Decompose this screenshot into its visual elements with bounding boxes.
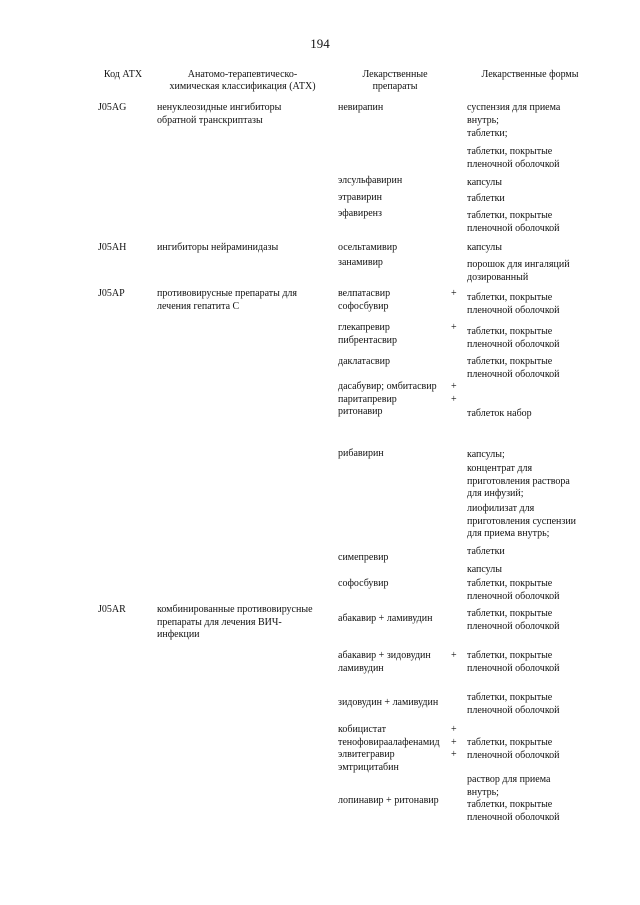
drug-name: дасабувир; омбитасвир [338, 381, 437, 392]
classification-text: инфекции [157, 629, 200, 640]
dosage-form: капсулы [467, 242, 502, 253]
dosage-form: таблетки [467, 193, 505, 204]
classification-text: комбинированные противовирусные [157, 604, 313, 615]
plus-sign: + [451, 288, 457, 299]
dosage-form: таблетки, покрытые [467, 799, 553, 810]
drug-name: ламивудин [338, 662, 384, 674]
dosage-form: приготовления раствора [467, 475, 570, 487]
drug-name: лопинавир + ритонавир [338, 795, 439, 806]
atx-code: J05AP [98, 288, 125, 299]
drug-name: абакавир + зидовудин [338, 650, 431, 661]
dosage-form: пленочной оболочкой [467, 222, 560, 234]
header-forms-label: Лекарственные формы [481, 69, 579, 80]
drug-name: элвитегравир [338, 749, 395, 760]
plus-sign: + [451, 736, 457, 748]
dosage-form: раствор для приема [467, 774, 551, 785]
dosage-form: приготовления суспензии [467, 515, 577, 527]
dosage-form: таблетки, покрытые [467, 737, 553, 748]
drug-name: симепревир [338, 552, 389, 563]
dosage-form: пленочной оболочкой [467, 749, 560, 761]
dosage-form: пленочной оболочкой [467, 662, 560, 674]
plus-sign: + [451, 381, 457, 392]
atx-code: J05AG [98, 102, 127, 113]
dosage-form: пленочной оболочкой [467, 158, 560, 170]
atx-code: J05AR [98, 604, 126, 615]
dosage-form: порошок для ингаляций [467, 259, 570, 270]
dosage-form: суспензия для приема [467, 102, 561, 113]
dosage-form: дозированный [467, 271, 529, 283]
dosage-form: таблеток набор [467, 408, 532, 419]
drug-name: занамивир [338, 257, 383, 268]
drug-name: велпатасвир [338, 288, 391, 299]
dosage-form: внутрь; [467, 114, 499, 126]
plus-sign: + [451, 749, 457, 760]
classification-text: обратной транскриптазы [157, 114, 263, 126]
classification-text: противовирусные препараты для [157, 288, 298, 299]
dosage-form: пленочной оболочкой [467, 338, 560, 350]
header-classification-line: химическая классификация (АТХ) [169, 81, 316, 92]
dosage-form: пленочной оболочкой [467, 368, 560, 380]
classification-text: ненуклеозидные ингибиторы [157, 102, 282, 113]
dosage-form: таблетки, покрытые [467, 692, 553, 703]
drug-name: рибавирин [338, 448, 384, 459]
classification-text: лечения гепатита С [157, 300, 240, 312]
drug-name: абакавир + ламивудин [338, 613, 433, 624]
dosage-form: лиофилизат для [467, 503, 535, 514]
header-drugs-line: Лекарственные [362, 69, 428, 80]
dosage-form: концентрат для [467, 463, 533, 474]
dosage-form: таблетки, покрытые [467, 210, 553, 221]
drug-name: ритонавир [338, 406, 383, 417]
header-code [98, 69, 148, 81]
drug-name: паритапревир [338, 393, 397, 405]
drug-name: этравирин [338, 192, 382, 203]
dosage-form: таблетки [467, 546, 505, 557]
dosage-form: капсулы; [467, 449, 505, 460]
header-drugs-line: препараты [372, 81, 418, 92]
drug-name: глекапревир [338, 322, 390, 333]
drug-name: даклатасвир [338, 356, 390, 367]
plus-sign: + [451, 650, 457, 661]
dosage-form: пленочной оболочкой [467, 704, 560, 716]
dosage-form: капсулы [467, 564, 502, 575]
dosage-form: внутрь; [467, 786, 499, 798]
dosage-form: капсулы [467, 177, 502, 188]
classification-text: ингибиторы нейраминидазы [157, 242, 279, 253]
classification-text: препараты для лечения ВИЧ- [157, 616, 282, 628]
dosage-form: таблетки, покрытые [467, 146, 553, 157]
page-number: 194 [310, 36, 330, 51]
dosage-form: таблетки, покрытые [467, 356, 553, 367]
drug-name: пибрентасвир [338, 334, 398, 346]
dosage-form: пленочной оболочкой [467, 304, 560, 316]
drug-name: софосбувир [338, 578, 389, 589]
dosage-form: пленочной оболочкой [467, 811, 560, 823]
drug-name: эфавиренз [338, 208, 382, 219]
dosage-form: таблетки, покрытые [467, 326, 553, 337]
dosage-form: пленочной оболочкой [467, 620, 560, 632]
drug-name: софосбувир [338, 300, 389, 312]
dosage-form: таблетки, покрытые [467, 292, 553, 303]
drug-name: осельтамивир [338, 242, 398, 253]
dosage-form: таблетки; [467, 128, 508, 139]
header-forms [470, 69, 590, 81]
header-classification [155, 69, 330, 93]
dosage-form: таблетки, покрытые [467, 578, 553, 589]
header-drugs [345, 69, 445, 93]
dosage-form: для инфузий; [467, 488, 524, 499]
plus-sign: + [451, 724, 457, 735]
drug-name: тенофовираалафенамид [338, 736, 440, 748]
plus-sign: + [451, 393, 457, 405]
dosage-form: таблетки, покрытые [467, 650, 553, 661]
drug-name: кобицистат [338, 724, 386, 735]
drug-name: эмтрицитабин [338, 761, 399, 773]
drug-name: элсульфавирин [338, 175, 403, 186]
dosage-form: таблетки, покрытые [467, 608, 553, 619]
header-classification-line: Анатомо-терапевтическо- [187, 69, 298, 80]
drug-name: невирапин [338, 102, 384, 113]
dosage-form: пленочной оболочкой [467, 590, 560, 602]
plus-sign: + [451, 322, 457, 333]
atx-code: J05AH [98, 242, 127, 253]
drug-name: зидовудин + ламивудин [338, 697, 439, 708]
header-code-label: Код АТХ [103, 69, 143, 80]
dosage-form: для приема внутрь; [467, 528, 550, 539]
